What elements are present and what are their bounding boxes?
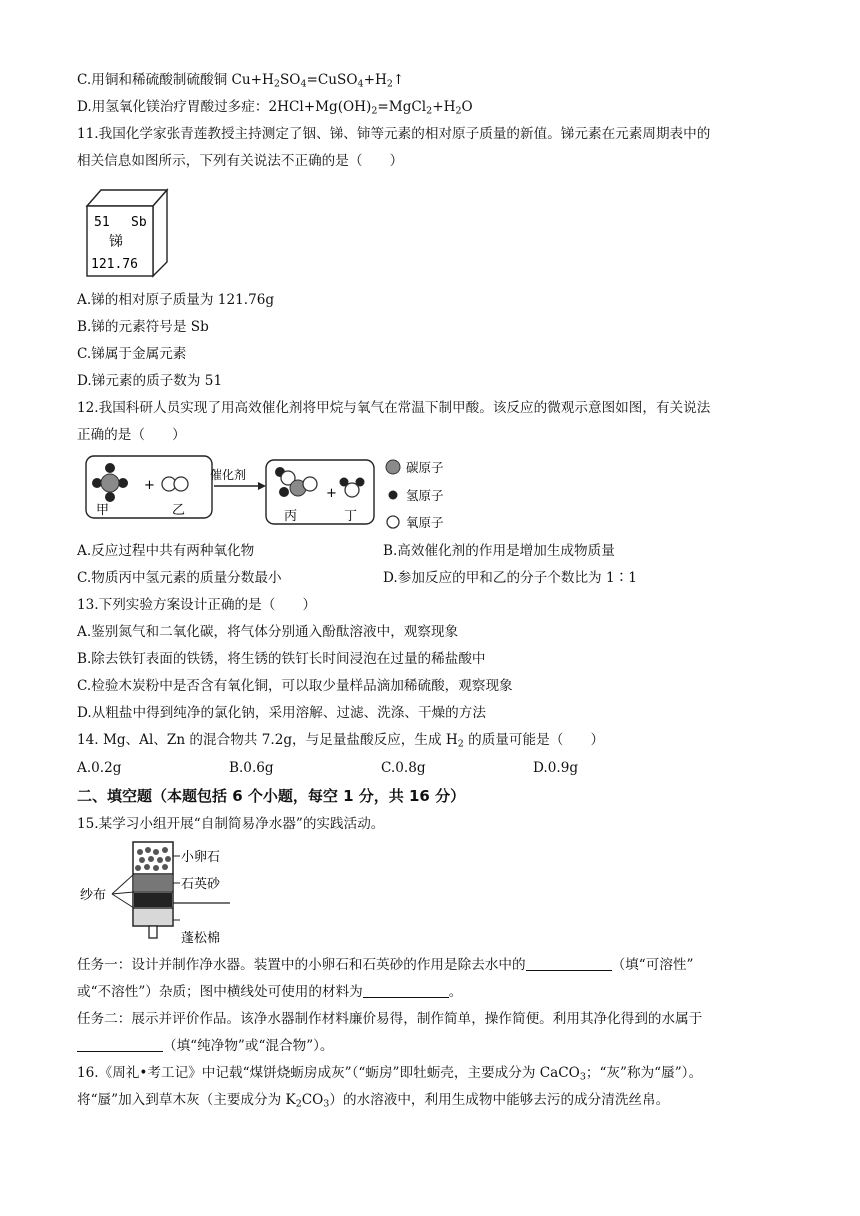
svg-text:氢原子: 氢原子	[406, 488, 444, 503]
q11-option-b: B.锑的元素符号是 Sb	[77, 319, 209, 335]
q11-option-a: A.锑的相对原子质量为 121.76g	[77, 292, 275, 308]
q16-line2: 将“蜃”加入到草木灰（主要成分为 $K_2CO_3$）的水溶液中，利用生成物中能够去污的成分清洗丝帛。	[77, 1092, 670, 1110]
answer-blank-3[interactable]	[77, 1037, 163, 1052]
element-symbol: Sb	[131, 215, 147, 230]
svg-text:催化剂: 催化剂	[210, 468, 247, 482]
q14-option-d: D.0.9g	[533, 760, 579, 776]
svg-text:+: +	[144, 478, 155, 493]
q13-option-a: A.鉴别氮气和二氧化碳，将气体分别通入酚酞溶液中，观察现象	[77, 624, 459, 640]
element-number: 51	[94, 215, 110, 230]
q14-stem: 14. Mg、Al、Zn 的混合物共 7.2g，与足量盐酸反应，生成 $H_2$ 的质量可能是（ ）	[77, 732, 605, 750]
q15-task2-line1: 任务二：展示并评价作品。该净水器制作材料廉价易得，制作简单，操作简便。利用其净化得到的水属于	[77, 1011, 703, 1027]
q11-option-d: D.锑元素的质子数为 51	[77, 373, 223, 389]
q12-option-a: A.反应过程中共有两种氧化物	[77, 543, 255, 559]
svg-text:丁: 丁	[344, 509, 358, 524]
label-cotton: 蓬松棉	[181, 931, 221, 946]
q10-option-d: D.用氢氧化镁治疗胃酸过多症：$2HCl+Mg(OH)_2=MgCl_2+H_2O$	[77, 99, 473, 117]
q10-option-c: C.用铜和稀硫酸制硫酸铜 $Cu+H_2SO_4=CuSO_4+H_2↑$	[77, 72, 405, 90]
answer-blank-1[interactable]	[526, 956, 612, 971]
svg-text:碳原子: 碳原子	[406, 460, 444, 475]
q13-option-d: D.从粗盐中得到纯净的氯化钠，采用溶解、过滤、洗涤、干燥的方法	[77, 705, 486, 721]
q13-option-b: B.除去铁钉表面的铁锈，将生锈的铁钉长时间浸泡在过量的稀盐酸中	[77, 651, 486, 667]
q15-task1-line2: 或“不溶性”）杂质；图中横线处可使用的材料为 。	[77, 984, 463, 1000]
q14-option-b: B.0.6g	[229, 760, 274, 776]
label-sand: 石英砂	[181, 877, 221, 892]
label-gauze: 纱布	[80, 888, 107, 903]
q15-task2-line2: （填“纯净物”或“混合物”）。	[77, 1036, 334, 1056]
q13-stem: 13.下列实验方案设计正确的是（ ）	[77, 597, 317, 613]
section-title: 二、填空题（本题包括 6 个小题，每空 1 分，共 16 分）	[77, 787, 466, 805]
q15-stem: 15.某学习小组开展“自制简易净水器”的实践活动。	[77, 816, 385, 832]
svg-text:乙: 乙	[172, 503, 186, 518]
svg-text:甲: 甲	[96, 503, 110, 518]
water-filter-figure	[80, 838, 250, 948]
element-name: 锑	[109, 234, 123, 250]
q14-option-a: A.0.2g	[77, 760, 122, 776]
q12-stem-line1: 12.我国科研人员实现了用高效催化剂将甲烷与氧气在常温下制甲酸。该反应的微观示意图如图，有关说法	[77, 400, 711, 416]
svg-text:丙: 丙	[284, 509, 298, 524]
answer-blank-2[interactable]	[363, 983, 449, 998]
q12-option-d: D.参加反应的甲和乙的分子个数比为 1∶1	[383, 570, 637, 586]
label-pebble: 小卵石	[181, 850, 221, 865]
q11-option-c: C.锑属于金属元素	[77, 346, 187, 362]
element-mass: 121.76	[91, 257, 138, 272]
q13-option-c: C.检验木炭粉中是否含有氧化铜，可以取少量样品滴加稀硫酸，观察现象	[77, 678, 513, 694]
q12-option-c: C.物质丙中氢元素的质量分数最小	[77, 570, 282, 586]
q12-stem-line2: 正确的是（ ）	[77, 427, 186, 443]
q16-line1: 16.《周礼•考工记》中记载“煤饼烧蛎房成灰”（“蛎房”即牡蛎壳，主要成分为 CaCO$_3$；“灰”称为“蜃”）。	[77, 1065, 703, 1083]
svg-text:+: +	[326, 486, 337, 501]
svg-text:氧原子: 氧原子	[406, 515, 444, 530]
reaction-micro-diagram	[80, 452, 460, 534]
q14-option-c: C.0.8g	[381, 760, 426, 776]
element-cell-figure	[83, 186, 173, 278]
q11-stem-line1: 11.我国化学家张青莲教授主持测定了铟、锑、铈等元素的相对原子质量的新值。锑元素在元素周期表中的	[77, 126, 711, 142]
q11-stem-line2: 相关信息如图所示，下列有关说法不正确的是（ ）	[77, 153, 404, 169]
q12-option-b: B.高效催化剂的作用是增加生成物质量	[383, 543, 615, 559]
q15-task1-line1: 任务一：设计并制作净水器。装置中的小卵石和石英砂的作用是除去水中的 （填“可溶性”	[77, 957, 694, 973]
